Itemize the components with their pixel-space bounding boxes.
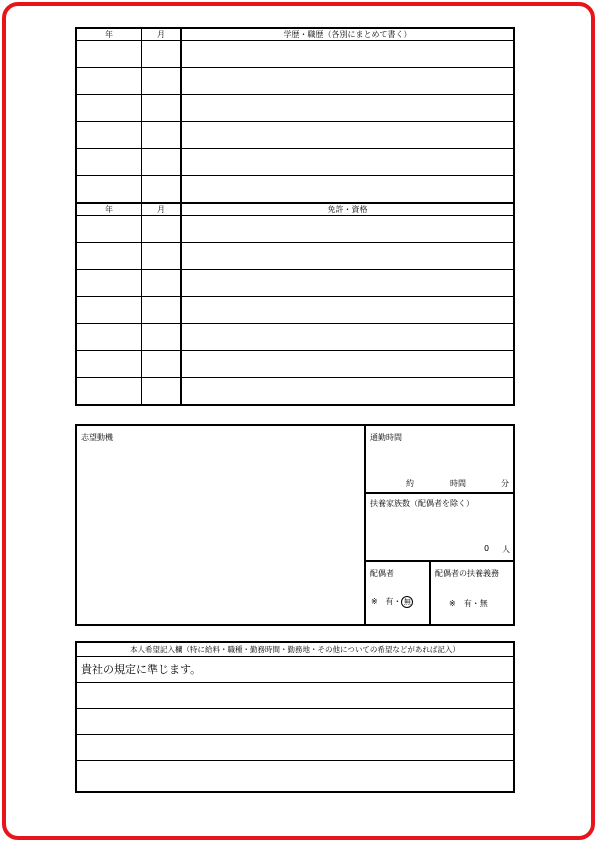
history-entry-cell[interactable]: [181, 122, 514, 149]
table-row: [76, 122, 514, 149]
spouse-field[interactable]: [366, 562, 431, 624]
history-year-cell[interactable]: [76, 122, 142, 149]
license-year-cell[interactable]: [76, 378, 142, 406]
spouse-value: [371, 596, 413, 608]
requests-line[interactable]: [77, 683, 513, 709]
history-entry-cell[interactable]: [181, 68, 514, 95]
history-entry-cell[interactable]: [181, 176, 514, 204]
license-month-cell[interactable]: [142, 378, 182, 406]
license-month-cell[interactable]: [142, 324, 182, 351]
dependents-label: 扶養家族数（配偶者を除く）: [370, 499, 474, 508]
history-entry-cell[interactable]: [181, 95, 514, 122]
spouse-note-mark: ※: [371, 597, 378, 606]
license-year-cell[interactable]: [76, 351, 142, 378]
history-month-cell[interactable]: [142, 68, 182, 95]
table-row: [76, 351, 514, 378]
license-year-header: 年: [76, 203, 142, 216]
commute-approx: 約: [406, 479, 414, 488]
license-title-header: 免許・資格: [181, 203, 514, 216]
license-year-cell[interactable]: [76, 270, 142, 297]
side-panel: [366, 426, 513, 624]
motivation-label: 志望動機: [81, 433, 113, 442]
history-year-cell[interactable]: [76, 149, 142, 176]
table-row: [76, 378, 514, 406]
history-month-cell[interactable]: [142, 149, 182, 176]
spouse-no-circled: 無: [401, 596, 413, 608]
commute-hours-unit: 時間: [450, 479, 466, 488]
table-row: [76, 270, 514, 297]
spouse-dot: ・: [393, 597, 402, 606]
history-month-cell[interactable]: [142, 122, 182, 149]
commute-field[interactable]: [366, 426, 513, 494]
history-year-cell[interactable]: [76, 68, 142, 95]
dependents-count: 0: [484, 544, 490, 553]
requests-block: [75, 641, 515, 793]
table-row: [76, 95, 514, 122]
spouse-support-label: 配偶者の扶養義務: [435, 569, 499, 578]
table-row: [76, 297, 514, 324]
commute-label: 通勤時間: [370, 433, 402, 442]
history-entry-cell[interactable]: [181, 149, 514, 176]
license-entry-cell[interactable]: [181, 297, 514, 324]
history-month-cell[interactable]: [142, 95, 182, 122]
dependents-field[interactable]: [366, 494, 513, 562]
history-table: [75, 27, 515, 406]
history-entry-cell[interactable]: [181, 41, 514, 68]
license-year-cell[interactable]: [76, 243, 142, 270]
requests-line[interactable]: [77, 735, 513, 761]
license-month-cell[interactable]: [142, 297, 182, 324]
motivation-block: [75, 424, 515, 626]
license-entry-cell[interactable]: [181, 216, 514, 243]
requests-line[interactable]: [77, 761, 513, 787]
table-row: [76, 216, 514, 243]
license-year-cell[interactable]: [76, 324, 142, 351]
license-entry-cell[interactable]: [181, 378, 514, 406]
table-row: [76, 176, 514, 204]
history-month-cell[interactable]: [142, 41, 182, 68]
license-month-header: 月: [142, 203, 182, 216]
spouse-yes: 有: [385, 597, 394, 606]
requests-line[interactable]: [77, 709, 513, 735]
license-month-cell[interactable]: [142, 351, 182, 378]
motivation-field[interactable]: [77, 426, 366, 624]
spouse-support-value: ※ 有・無: [449, 599, 488, 608]
license-month-cell[interactable]: [142, 270, 182, 297]
history-year-cell[interactable]: [76, 176, 142, 204]
requests-line[interactable]: 貴社の規定に準じます。: [77, 657, 513, 683]
requests-header: 本人希望記入欄（特に給料・職種・勤務時間・勤務地・その他についての希望などがあれば記入）: [77, 643, 513, 657]
history-month-cell[interactable]: [142, 176, 182, 204]
table-row: [76, 68, 514, 95]
table-row: [76, 149, 514, 176]
table-row: [76, 243, 514, 270]
license-month-cell[interactable]: [142, 216, 182, 243]
history-year-cell[interactable]: [76, 41, 142, 68]
commute-minutes-unit: 分: [501, 479, 509, 488]
spouse-support-field[interactable]: [431, 562, 513, 624]
table-row: [76, 41, 514, 68]
license-entry-cell[interactable]: [181, 243, 514, 270]
history-year-header: 年: [76, 28, 142, 41]
history-title-header: 学歴・職歴（各別にまとめて書く）: [181, 28, 514, 41]
license-year-cell[interactable]: [76, 297, 142, 324]
license-month-cell[interactable]: [142, 243, 182, 270]
license-entry-cell[interactable]: [181, 351, 514, 378]
license-year-cell[interactable]: [76, 216, 142, 243]
history-year-cell[interactable]: [76, 95, 142, 122]
license-entry-cell[interactable]: [181, 324, 514, 351]
spouse-label: 配偶者: [370, 569, 394, 578]
table-row: [76, 324, 514, 351]
license-entry-cell[interactable]: [181, 270, 514, 297]
history-month-header: 月: [142, 28, 182, 41]
dependents-unit: 人: [502, 545, 510, 554]
